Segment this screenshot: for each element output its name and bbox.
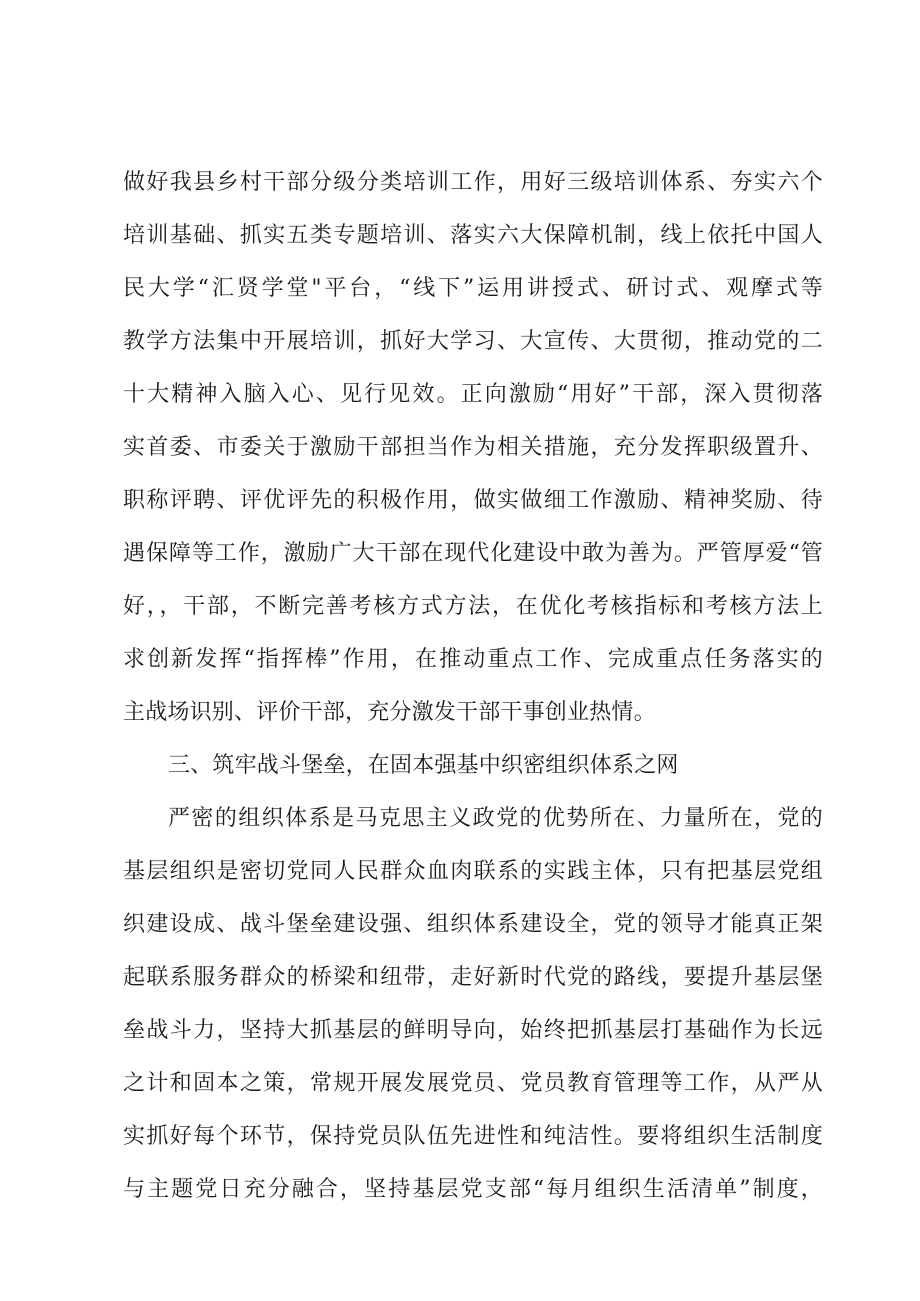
paragraph-line: 教学方法集中开展培训，抓好大学习、大宣传、大贯彻，推动党的二 — [123, 329, 823, 354]
paragraph-line: 培训基础、抓实五类专题培训、落实六大保障机制，线上依托中国人 — [123, 223, 823, 248]
paragraph-line: 主战场识别、评价干部，充分激发干部干事创业热情。 — [123, 700, 656, 725]
paragraph-line: 起联系服务群众的桥梁和纽带，走好新时代党的路线，要提升基层堡 — [123, 965, 823, 990]
paragraph-line: 严密的组织体系是马克思主义政党的优势所在、力量所在，党的 — [168, 806, 823, 831]
paragraph-line: 求创新发挥“指挥棒”作用，在推动重点工作、完成重点任务落实的 — [123, 647, 823, 672]
paragraph-line: 织建设成、战斗堡垒建设强、组织体系建设全，党的领导才能真正架 — [123, 912, 823, 937]
paragraph-line: 与主题党日充分融合，坚持基层党支部“每月组织生活清单”制度， — [123, 1177, 823, 1202]
paragraph-line: 好，，干部，不断完善考核方式方法，在优化考核指标和考核方法上 — [123, 594, 823, 619]
paragraph-line: 实抓好每个环节，保持党员队伍先进性和纯洁性。要将组织生活制度 — [123, 1124, 823, 1149]
paragraph-line: 遇保障等工作，激励广大干部在现代化建设中敢为善为。严管厚爱“管 — [123, 541, 823, 566]
section-heading: 三、筑牢战斗堡垒，在固本强基中织密组织体系之网 — [168, 753, 679, 778]
paragraph-line: 垒战斗力，坚持大抓基层的鲜明导向，始终把抓基层打基础作为长远 — [123, 1018, 823, 1043]
paragraph-line: 十大精神入脑入心、见行见效。正向激励“用好”干部，深入贯彻落 — [123, 382, 823, 407]
paragraph-line: 民大学“汇贤学堂"平台，“线下”运用讲授式、研讨式、观摩式等 — [123, 276, 823, 301]
paragraph-line: 做好我县乡村干部分级分类培训工作，用好三级培训体系、夯实六个 — [123, 170, 823, 195]
paragraph-line: 基层组织是密切党同人民群众血肉联系的实践主体，只有把基层党组 — [123, 859, 823, 884]
paragraph-line: 之计和固本之策，常规开展发展党员、党员教育管理等工作，从严从 — [123, 1071, 823, 1096]
paragraph-line: 职称评聘、评优评先的积极作用，做实做细工作激励、精神奖励、待 — [123, 488, 823, 513]
paragraph-line: 实首委、市委关于激励干部担当作为相关措施，充分发挥职级置升、 — [123, 435, 823, 460]
